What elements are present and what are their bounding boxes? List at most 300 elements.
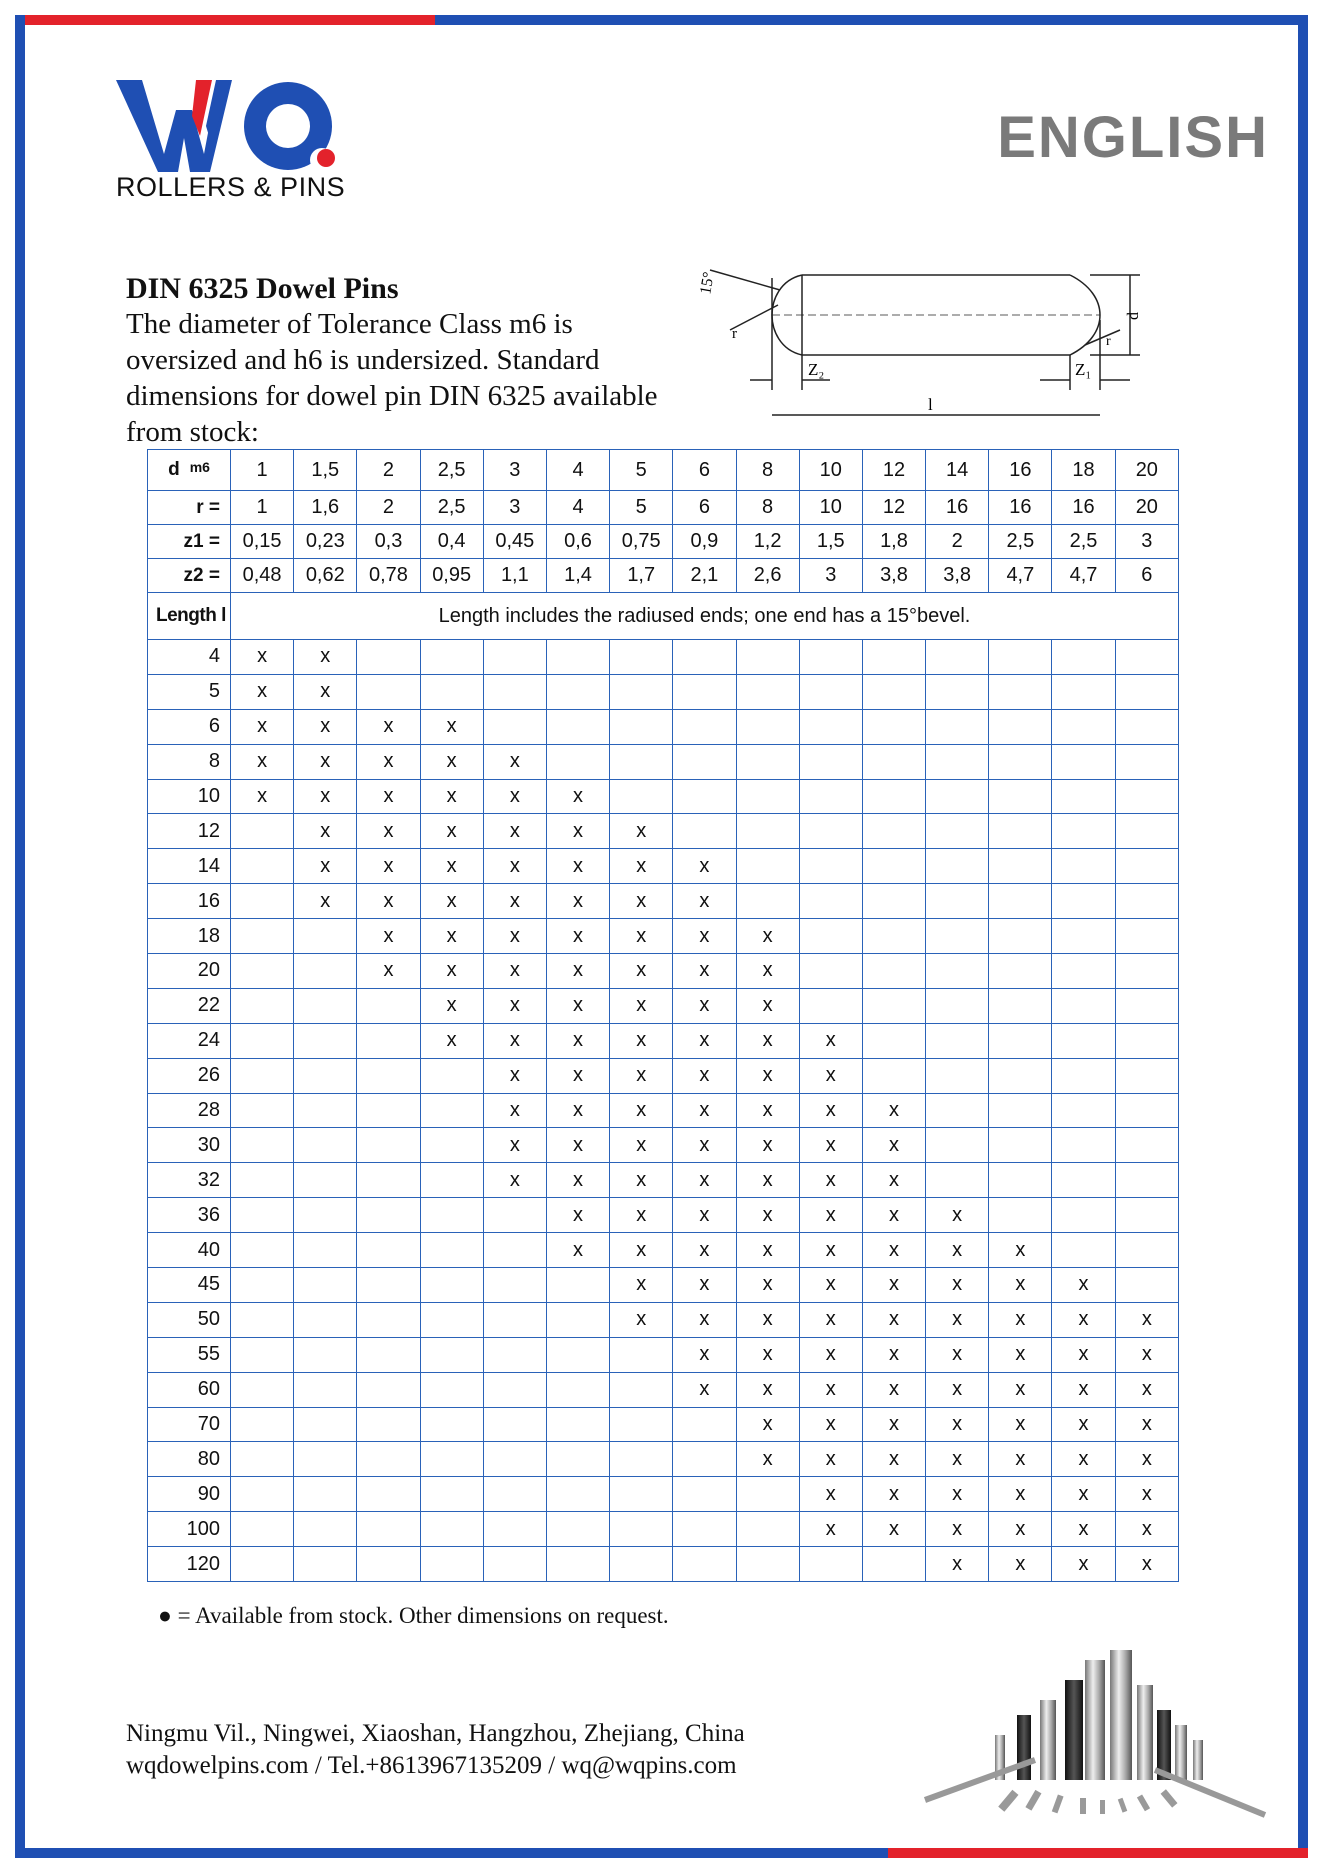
table-row: [148, 1128, 1179, 1163]
stock-footnote: ● = Available from stock. Other dimensions on request.: [158, 1603, 669, 1628]
z2-label: Z₂: [808, 360, 825, 379]
availability-cell: [736, 884, 799, 919]
availability-cell: x: [673, 1093, 736, 1128]
availability-cell: x: [926, 1268, 989, 1303]
availability-cell: x: [1052, 1268, 1115, 1303]
availability-cell: x: [357, 954, 420, 989]
availability-cell: x: [231, 779, 294, 814]
table-row: [148, 1163, 1179, 1198]
availability-cell: x: [546, 849, 609, 884]
availability-cell: [231, 849, 294, 884]
availability-cell: [294, 1407, 357, 1442]
length-value: 20: [148, 954, 231, 989]
availability-cell: x: [1115, 1372, 1178, 1407]
availability-cell: [673, 709, 736, 744]
company-address: [126, 1718, 745, 1782]
availability-cell: [736, 640, 799, 675]
availability-cell: [357, 1372, 420, 1407]
diameter-value: 18: [1052, 450, 1115, 491]
diameter-value: 8: [736, 450, 799, 491]
availability-cell: [483, 1442, 546, 1477]
availability-cell: [357, 1512, 420, 1547]
availability-cell: [610, 640, 673, 675]
availability-cell: [673, 1477, 736, 1512]
availability-cell: x: [546, 919, 609, 954]
availability-cell: [926, 849, 989, 884]
z1-value: 1,2: [736, 525, 799, 559]
availability-cell: [1115, 1023, 1178, 1058]
table-row: [148, 1023, 1179, 1058]
length-label: l: [928, 395, 933, 414]
availability-cell: [1115, 884, 1178, 919]
z1-value: 3: [1115, 525, 1178, 559]
table-row: [148, 709, 1179, 744]
availability-cell: x: [610, 1302, 673, 1337]
availability-cell: [483, 1547, 546, 1582]
availability-cell: [357, 1233, 420, 1268]
availability-cell: [546, 1268, 609, 1303]
z1-label: Z₁: [1075, 360, 1092, 379]
table-row: [148, 1547, 1179, 1582]
length-value: 40: [148, 1233, 231, 1268]
availability-cell: [799, 640, 862, 675]
availability-cell: [926, 1058, 989, 1093]
availability-cell: [989, 1023, 1052, 1058]
table-row: [148, 1337, 1179, 1372]
availability-cell: [546, 1407, 609, 1442]
availability-cell: x: [610, 988, 673, 1023]
z2-value: 2,1: [673, 559, 736, 593]
table-row: [148, 919, 1179, 954]
availability-cell: [294, 1477, 357, 1512]
availability-cell: x: [926, 1198, 989, 1233]
availability-cell: x: [420, 884, 483, 919]
availability-cell: x: [610, 1233, 673, 1268]
availability-cell: x: [673, 954, 736, 989]
availability-cell: [357, 1023, 420, 1058]
availability-cell: x: [1115, 1512, 1178, 1547]
availability-cell: x: [926, 1512, 989, 1547]
availability-cell: x: [420, 744, 483, 779]
availability-cell: x: [483, 1023, 546, 1058]
frame-right-blue: [1298, 15, 1308, 1858]
availability-cell: [989, 1093, 1052, 1128]
availability-cell: [610, 1547, 673, 1582]
availability-cell: x: [357, 709, 420, 744]
table-row: [148, 744, 1179, 779]
availability-cell: [736, 709, 799, 744]
availability-cell: [1052, 849, 1115, 884]
availability-cell: x: [420, 919, 483, 954]
length-value: 60: [148, 1372, 231, 1407]
availability-cell: x: [799, 1337, 862, 1372]
availability-cell: x: [799, 1233, 862, 1268]
availability-cell: [231, 954, 294, 989]
length-note: Length includes the radiused ends; one end has a 15°bevel.: [231, 593, 1179, 640]
availability-cell: [673, 1547, 736, 1582]
availability-cell: [231, 1128, 294, 1163]
document-title: DIN 6325 Dowel Pins: [126, 272, 399, 305]
availability-cell: x: [673, 1058, 736, 1093]
brand-name: ROLLERS & PINS: [116, 172, 346, 202]
availability-cell: [673, 744, 736, 779]
frame-top-red: [15, 15, 435, 25]
availability-cell: [294, 988, 357, 1023]
availability-cell: x: [610, 1198, 673, 1233]
diameter-value: 2,5: [420, 450, 483, 491]
length-value: 45: [148, 1268, 231, 1303]
availability-cell: [420, 1163, 483, 1198]
table-row: [148, 849, 1179, 884]
availability-cell: [294, 919, 357, 954]
availability-cell: [231, 919, 294, 954]
availability-cell: x: [610, 1023, 673, 1058]
availability-cell: x: [736, 1442, 799, 1477]
availability-cell: x: [420, 988, 483, 1023]
availability-cell: x: [1115, 1477, 1178, 1512]
availability-cell: [673, 1407, 736, 1442]
availability-cell: x: [673, 1233, 736, 1268]
availability-cell: x: [294, 779, 357, 814]
availability-cell: x: [294, 640, 357, 675]
z1-value: 0,15: [231, 525, 294, 559]
availability-cell: [1052, 1233, 1115, 1268]
table-row: [148, 1302, 1179, 1337]
availability-cell: x: [294, 849, 357, 884]
z1-value: 0,75: [610, 525, 673, 559]
availability-cell: [483, 640, 546, 675]
availability-cell: x: [989, 1477, 1052, 1512]
angle-label: 15°: [697, 270, 718, 296]
availability-cell: x: [799, 1198, 862, 1233]
availability-cell: x: [546, 988, 609, 1023]
length-value: 32: [148, 1163, 231, 1198]
availability-cell: [1052, 954, 1115, 989]
frame-bottom-blue: [15, 1848, 888, 1858]
availability-cell: [1115, 1198, 1178, 1233]
diameter-value: 1,5: [294, 450, 357, 491]
availability-cell: [546, 1547, 609, 1582]
z2-row: [148, 559, 1179, 593]
diameter-header: [148, 450, 231, 491]
availability-cell: [989, 640, 1052, 675]
length-value: 28: [148, 1093, 231, 1128]
availability-cell: x: [862, 1407, 925, 1442]
availability-cell: [1052, 709, 1115, 744]
availability-cell: [610, 1512, 673, 1547]
availability-cell: x: [926, 1337, 989, 1372]
r-value: 1,6: [294, 491, 357, 525]
availability-cell: x: [926, 1442, 989, 1477]
availability-cell: [546, 1442, 609, 1477]
availability-cell: x: [294, 744, 357, 779]
availability-cell: [989, 954, 1052, 989]
availability-cell: x: [420, 709, 483, 744]
availability-cell: [926, 709, 989, 744]
availability-cell: x: [610, 1093, 673, 1128]
availability-cell: x: [673, 919, 736, 954]
availability-cell: [1052, 1058, 1115, 1093]
availability-cell: x: [989, 1337, 1052, 1372]
diameter-row: [148, 450, 1179, 491]
availability-cell: [483, 1233, 546, 1268]
availability-cell: [1052, 1128, 1115, 1163]
availability-cell: [989, 779, 1052, 814]
availability-cell: [799, 1547, 862, 1582]
length-value: 70: [148, 1407, 231, 1442]
availability-cell: x: [736, 1023, 799, 1058]
availability-cell: x: [483, 919, 546, 954]
availability-cell: [926, 744, 989, 779]
availability-cell: [862, 988, 925, 1023]
r-value: 20: [1115, 491, 1178, 525]
availability-cell: x: [1052, 1372, 1115, 1407]
availability-cell: x: [799, 1093, 862, 1128]
table-row: [148, 1233, 1179, 1268]
availability-cell: [483, 1372, 546, 1407]
radius-row: [148, 491, 1179, 525]
availability-cell: [231, 1093, 294, 1128]
availability-cell: [546, 709, 609, 744]
availability-cell: [420, 1407, 483, 1442]
length-value: 6: [148, 709, 231, 744]
availability-cell: x: [610, 814, 673, 849]
availability-cell: [294, 1268, 357, 1303]
diameter-value: 20: [1115, 450, 1178, 491]
availability-cell: x: [610, 919, 673, 954]
availability-cell: [483, 1477, 546, 1512]
availability-cell: x: [926, 1372, 989, 1407]
availability-cell: [989, 988, 1052, 1023]
availability-cell: [1115, 1163, 1178, 1198]
availability-cell: [1115, 1128, 1178, 1163]
z2-value: 1,4: [546, 559, 609, 593]
availability-cell: [610, 1337, 673, 1372]
availability-cell: x: [673, 1198, 736, 1233]
availability-cell: [610, 744, 673, 779]
availability-cell: [420, 1233, 483, 1268]
availability-cell: [799, 884, 862, 919]
availability-cell: [926, 884, 989, 919]
availability-cell: [231, 1268, 294, 1303]
availability-cell: [989, 1128, 1052, 1163]
availability-cell: x: [673, 1337, 736, 1372]
availability-cell: x: [799, 1128, 862, 1163]
availability-cell: [546, 674, 609, 709]
availability-cell: [1115, 640, 1178, 675]
availability-cell: [1052, 1198, 1115, 1233]
availability-cell: [799, 744, 862, 779]
availability-cell: [1052, 640, 1115, 675]
availability-cell: x: [483, 1163, 546, 1198]
availability-cell: [294, 1023, 357, 1058]
availability-cell: [799, 919, 862, 954]
z1-value: 0,45: [483, 525, 546, 559]
availability-cell: x: [1052, 1477, 1115, 1512]
availability-cell: [483, 1268, 546, 1303]
z1-value: 0,23: [294, 525, 357, 559]
table-row: [148, 640, 1179, 675]
availability-cell: x: [736, 1407, 799, 1442]
availability-cell: [1115, 709, 1178, 744]
availability-cell: x: [357, 779, 420, 814]
availability-cell: [989, 1163, 1052, 1198]
length-value: 120: [148, 1547, 231, 1582]
availability-cell: [231, 1233, 294, 1268]
availability-cell: [736, 1512, 799, 1547]
availability-cell: x: [989, 1547, 1052, 1582]
availability-cell: x: [294, 814, 357, 849]
availability-cell: [1052, 1023, 1115, 1058]
availability-cell: [294, 1128, 357, 1163]
availability-cell: x: [1052, 1512, 1115, 1547]
availability-cell: x: [1052, 1337, 1115, 1372]
availability-cell: x: [231, 674, 294, 709]
availability-cell: [926, 1128, 989, 1163]
diameter-tolerance-label: m6: [189, 459, 210, 475]
availability-cell: [357, 1337, 420, 1372]
availability-cell: x: [862, 1372, 925, 1407]
availability-cell: [862, 954, 925, 989]
table-row: [148, 1512, 1179, 1547]
availability-cell: [231, 814, 294, 849]
z2-value: 1,1: [483, 559, 546, 593]
availability-cell: [420, 1442, 483, 1477]
availability-cell: [862, 674, 925, 709]
availability-cell: [1052, 884, 1115, 919]
z1-value: 0,6: [546, 525, 609, 559]
availability-cell: x: [294, 884, 357, 919]
availability-cell: x: [926, 1302, 989, 1337]
availability-cell: x: [673, 1302, 736, 1337]
availability-cell: x: [862, 1442, 925, 1477]
availability-cell: x: [610, 954, 673, 989]
availability-cell: [610, 709, 673, 744]
availability-cell: [989, 1058, 1052, 1093]
availability-cell: x: [989, 1442, 1052, 1477]
diameter-label: d: [1125, 312, 1142, 320]
availability-cell: [862, 640, 925, 675]
length-value: 36: [148, 1198, 231, 1233]
availability-cell: x: [862, 1477, 925, 1512]
availability-cell: [231, 1477, 294, 1512]
diameter-value: 6: [673, 450, 736, 491]
length-value: 10: [148, 779, 231, 814]
availability-cell: [926, 954, 989, 989]
availability-cell: [420, 1302, 483, 1337]
availability-cell: [231, 988, 294, 1023]
availability-cell: [862, 709, 925, 744]
availability-cell: x: [989, 1233, 1052, 1268]
availability-cell: x: [736, 1233, 799, 1268]
availability-cell: [546, 1512, 609, 1547]
availability-cell: x: [673, 1128, 736, 1163]
frame-top-blue: [435, 15, 1308, 25]
availability-cell: [736, 1477, 799, 1512]
availability-cell: [294, 954, 357, 989]
availability-cell: x: [736, 1268, 799, 1303]
availability-cell: [294, 1512, 357, 1547]
availability-cell: x: [862, 1268, 925, 1303]
table-row: [148, 1198, 1179, 1233]
availability-cell: [294, 1547, 357, 1582]
availability-cell: [294, 1163, 357, 1198]
availability-cell: x: [736, 1163, 799, 1198]
availability-cell: [294, 1093, 357, 1128]
z2-value: 0,62: [294, 559, 357, 593]
availability-cell: x: [736, 988, 799, 1023]
availability-cell: x: [546, 779, 609, 814]
availability-cell: x: [736, 1198, 799, 1233]
availability-cell: [799, 988, 862, 1023]
availability-cell: [862, 814, 925, 849]
z2-value: 0,78: [357, 559, 420, 593]
availability-cell: [1115, 849, 1178, 884]
availability-cell: x: [673, 1268, 736, 1303]
length-value: 24: [148, 1023, 231, 1058]
availability-cell: [357, 1477, 420, 1512]
availability-cell: [926, 1163, 989, 1198]
availability-cell: [1052, 814, 1115, 849]
availability-cell: x: [989, 1302, 1052, 1337]
length-value: 26: [148, 1058, 231, 1093]
z2-value: 3: [799, 559, 862, 593]
availability-cell: x: [862, 1128, 925, 1163]
availability-cell: x: [989, 1372, 1052, 1407]
availability-cell: x: [483, 814, 546, 849]
z2-value: 4,7: [1052, 559, 1115, 593]
availability-cell: [357, 1268, 420, 1303]
availability-cell: x: [736, 1058, 799, 1093]
availability-cell: [546, 1302, 609, 1337]
z1-value: 2,5: [989, 525, 1052, 559]
frame-bottom-red: [888, 1848, 1308, 1858]
availability-cell: [294, 1337, 357, 1372]
table-row: [148, 884, 1179, 919]
length-value: 30: [148, 1128, 231, 1163]
availability-cell: x: [926, 1233, 989, 1268]
availability-cell: x: [989, 1268, 1052, 1303]
availability-cell: [357, 1407, 420, 1442]
availability-cell: x: [294, 709, 357, 744]
availability-cell: [294, 1302, 357, 1337]
table-row: [148, 1407, 1179, 1442]
availability-cell: [926, 1093, 989, 1128]
table-row: [148, 1372, 1179, 1407]
availability-cell: [1115, 744, 1178, 779]
availability-cell: [926, 919, 989, 954]
availability-cell: x: [862, 1233, 925, 1268]
availability-cell: x: [231, 744, 294, 779]
availability-cell: [799, 779, 862, 814]
document-description: The diameter of Tolerance Class m6 is oversized and h6 is undersized. Standard dimensions for dowel pin DIN 6325 available from stock:: [126, 308, 658, 448]
availability-cell: x: [546, 814, 609, 849]
availability-cell: x: [357, 814, 420, 849]
availability-cell: x: [1052, 1547, 1115, 1582]
availability-cell: x: [799, 1163, 862, 1198]
availability-cell: [673, 640, 736, 675]
availability-cell: [610, 779, 673, 814]
r-value: 16: [989, 491, 1052, 525]
availability-cell: x: [673, 988, 736, 1023]
availability-cell: x: [546, 1198, 609, 1233]
table-row: [148, 779, 1179, 814]
availability-cell: [799, 709, 862, 744]
availability-cell: x: [799, 1023, 862, 1058]
availability-cell: [420, 640, 483, 675]
availability-cell: [989, 744, 1052, 779]
availability-cell: [483, 709, 546, 744]
